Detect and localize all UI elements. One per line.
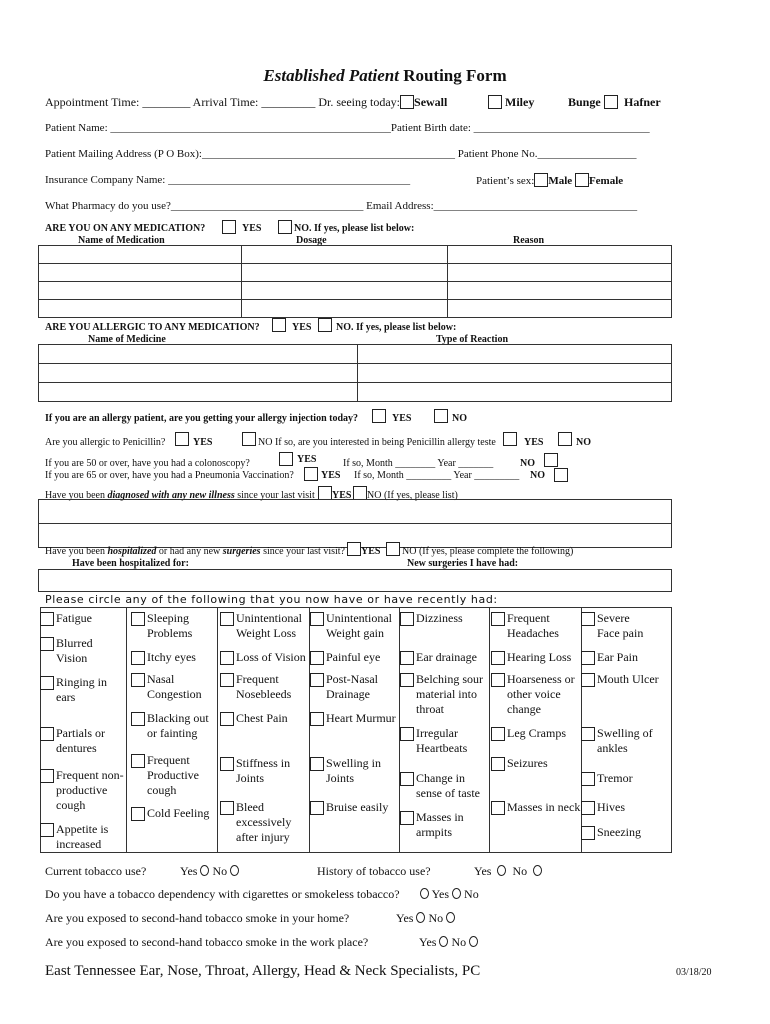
symptom-item[interactable] <box>507 726 566 741</box>
no-label: No <box>451 935 467 949</box>
symptom-checkbox[interactable] <box>131 651 145 665</box>
symptom-label: Heart Murmur <box>326 711 396 725</box>
allergic-question: ARE YOU ALLERGIC TO ANY MEDICATION? <box>45 322 260 333</box>
symptom-label: Chest Pain <box>236 711 288 725</box>
symptom-checkbox[interactable] <box>220 651 234 665</box>
penicillin-test-no-checkbox[interactable] <box>558 432 572 446</box>
penicillin-test-yes-label: YES <box>524 437 544 448</box>
symptom-checkbox[interactable] <box>491 651 505 665</box>
table-cell[interactable] <box>448 246 672 264</box>
symptom-label: Frequent Headaches <box>507 611 559 640</box>
symptom-checkbox[interactable] <box>581 826 595 840</box>
symptom-checkbox[interactable] <box>400 673 414 687</box>
tobacco-history-no-radio[interactable] <box>533 865 542 876</box>
symptom-checkbox[interactable] <box>581 727 595 741</box>
no-label: No <box>464 887 479 901</box>
symptom-label: Hearing Loss <box>507 650 572 664</box>
penicillin-test-yes-checkbox[interactable] <box>503 432 517 446</box>
tobacco-history-yes-radio[interactable] <box>497 865 506 876</box>
symptom-label: Fatigue <box>56 611 92 625</box>
symptom-label: Partials or dentures <box>56 726 105 755</box>
symptom-label: Ringing in ears <box>56 675 108 704</box>
illness-em: diagnosed with any new illness <box>107 490 235 501</box>
yes-label: Yes <box>474 864 492 878</box>
hospital-question <box>45 546 345 557</box>
symptom-checkbox[interactable] <box>491 801 505 815</box>
symptom-checkbox[interactable] <box>40 637 54 651</box>
table-cell[interactable] <box>358 383 672 402</box>
penicillin-test-no-label: NO <box>576 437 591 448</box>
tobacco-home-question: Are you exposed to second-hand tobacco smoke in your home? <box>45 911 350 925</box>
symptom-item[interactable] <box>326 800 388 815</box>
hospital-no-checkbox[interactable] <box>386 542 400 556</box>
symptom-checkbox[interactable] <box>40 612 54 626</box>
symptom-item[interactable] <box>147 711 209 741</box>
allergy-injection-no-label: NO <box>452 413 467 424</box>
doctor-miley-checkbox[interactable] <box>488 95 502 109</box>
symptom-item[interactable] <box>326 672 378 702</box>
symptom-checkbox[interactable] <box>491 673 505 687</box>
sex-male-checkbox[interactable] <box>534 173 548 187</box>
doctor-hafner <box>624 95 661 110</box>
penicillin-question: Are you allergic to Penicillin? <box>45 437 166 448</box>
symptom-item[interactable] <box>147 806 209 821</box>
tobacco-home-yes-radio[interactable] <box>416 912 425 923</box>
tobacco-current-yes-radio[interactable] <box>200 865 209 876</box>
symptom-checkbox[interactable] <box>220 712 234 726</box>
symptoms-heading: Please circle any of the following that you now have or have recently had: <box>45 593 498 606</box>
table-cell[interactable] <box>358 345 672 364</box>
medication-col-reason: Reason <box>513 235 545 246</box>
symptom-label: Appetite is increased <box>56 822 109 851</box>
colonoscopy-no-label: NO <box>520 458 535 469</box>
pharmacy-email-field[interactable]: What Pharmacy do you use?___________________________________ Email Address:_____________________________________ <box>45 200 638 212</box>
symptom-checkbox[interactable] <box>131 754 145 768</box>
table-cell[interactable] <box>39 500 672 524</box>
hospital-table <box>38 569 672 592</box>
allergic-no-label: NO. If yes, please list below: <box>336 322 457 333</box>
symptom-item[interactable] <box>597 650 638 665</box>
symptom-label: Itchy eyes <box>147 650 196 664</box>
doctor-sewall-checkbox[interactable] <box>400 95 414 109</box>
tobacco-work-no-radio[interactable] <box>469 936 478 947</box>
pneumonia-ifso[interactable]: If so, Month _________ Year _________ <box>354 470 520 481</box>
pneumonia-question: If you are 65 or over, have you had a Pneumonia Vaccination? <box>45 470 294 481</box>
symptom-checkbox[interactable] <box>40 769 54 783</box>
allergic-col-reaction: Type of Reaction <box>436 334 509 345</box>
tobacco-current-no-radio[interactable] <box>230 865 239 876</box>
symptom-checkbox[interactable] <box>581 801 595 815</box>
symptom-label: Hoarseness or other voice change <box>507 672 575 716</box>
title-rest: Routing Form <box>398 66 507 85</box>
symptom-checkbox[interactable] <box>581 612 595 626</box>
symptom-checkbox[interactable] <box>40 823 54 837</box>
symptom-checkbox[interactable] <box>220 757 234 771</box>
tobacco-current-question: Current tobacco use? <box>45 864 147 878</box>
table-cell[interactable] <box>358 364 672 383</box>
hospital-post: since your last visit? <box>260 546 345 557</box>
tobacco-dependency-options <box>420 887 479 902</box>
symptom-item[interactable] <box>597 825 641 840</box>
symptom-checkbox[interactable] <box>400 651 414 665</box>
symptom-item[interactable] <box>416 810 464 840</box>
symptom-label: Blurred Vision <box>56 636 93 665</box>
symptom-label: Bruise easily <box>326 800 389 814</box>
hospital-yes-checkbox[interactable] <box>347 542 361 556</box>
symptom-item[interactable] <box>236 672 291 702</box>
symptom-label: Painful eye <box>326 650 381 664</box>
colonoscopy-yes-checkbox[interactable] <box>279 452 293 466</box>
no-label: No <box>212 864 228 878</box>
symptom-label: Masses in armpits <box>416 810 464 839</box>
doctor-sewall-label: Sewall <box>414 95 448 109</box>
symptom-label: Frequent Productive cough <box>147 753 199 797</box>
title-italic: Established Patient <box>263 66 399 85</box>
symptom-checkbox[interactable] <box>220 673 234 687</box>
tobacco-current-options <box>180 864 239 879</box>
symptom-item[interactable] <box>236 650 306 665</box>
allergy-injection-no-checkbox[interactable] <box>434 409 448 423</box>
symptom-label: Loss of Vision <box>236 650 306 664</box>
symptom-label: Unintentional Weight Loss <box>236 611 302 640</box>
tobacco-dependency-no-radio[interactable] <box>452 888 461 899</box>
symptom-item[interactable] <box>236 756 290 786</box>
symptom-label: Seizures <box>507 756 548 770</box>
symptom-label: Sneezing <box>597 825 641 839</box>
hospital-yes-label: YES <box>361 546 381 557</box>
tobacco-dependency-yes-radio[interactable] <box>420 888 429 899</box>
tobacco-work-question: Are you exposed to second-hand tobacco smoke in the work place? <box>45 935 369 949</box>
hospital-em1: hospitalized <box>107 546 157 557</box>
symptom-item[interactable] <box>326 611 392 641</box>
symptom-checkbox[interactable] <box>131 612 145 626</box>
symptom-checkbox[interactable] <box>310 757 324 771</box>
sex-female-label: Female <box>588 175 624 187</box>
symptom-item[interactable] <box>416 771 480 801</box>
mailing-address-field[interactable]: Patient Mailing Address (P O Box):______________________________________________ Patient Phone No.__________________ <box>45 148 637 160</box>
sex-label: Patient’s sex: <box>476 175 535 187</box>
no-label: No <box>512 864 528 878</box>
symptom-item[interactable] <box>326 756 381 786</box>
medication-yes-label: YES <box>242 223 262 234</box>
symptom-label: Sleeping Problems <box>147 611 193 640</box>
medication-no-checkbox[interactable] <box>278 220 292 234</box>
allergic-col-medicine: Name of Medicine <box>88 334 166 345</box>
tobacco-home-no-radio[interactable] <box>446 912 455 923</box>
symptom-label: Severe Face pain <box>597 611 644 640</box>
allergic-yes-label: YES <box>292 322 312 333</box>
table-cell[interactable] <box>242 264 448 282</box>
symptom-item[interactable] <box>597 771 633 786</box>
symptom-checkbox[interactable] <box>581 651 595 665</box>
tobacco-history-question: History of tobacco use? <box>317 864 431 878</box>
table-cell[interactable] <box>39 345 358 364</box>
symptom-item[interactable] <box>147 611 192 641</box>
symptom-checkbox[interactable] <box>400 727 414 741</box>
allergic-yes-checkbox[interactable] <box>272 318 286 332</box>
symptom-label: Masses in neck <box>507 800 581 814</box>
symptom-label: Stiffness in Joints <box>236 756 291 785</box>
table-cell[interactable] <box>448 300 672 318</box>
symptom-item[interactable] <box>147 753 199 798</box>
allergy-table <box>38 344 672 402</box>
penicillin-no-checkbox[interactable] <box>242 432 256 446</box>
symptom-checkbox[interactable] <box>400 612 414 626</box>
symptom-label: Cold Feeling <box>147 806 210 820</box>
medication-yes-checkbox[interactable] <box>222 220 236 234</box>
colonoscopy-yes-label: YES <box>297 454 317 465</box>
footer-organization: East Tennessee Ear, Nose, Throat, Allergy, Head & Neck Specialists, PC <box>45 963 481 979</box>
appointment-row <box>45 95 447 110</box>
symptom-checkbox[interactable] <box>131 712 145 726</box>
symptom-checkbox[interactable] <box>310 801 324 815</box>
symptom-label: Change in sense of taste <box>416 771 480 800</box>
doctor-miley-label: Miley <box>505 95 535 109</box>
symptom-item[interactable] <box>56 675 107 705</box>
sex-male-label: Male <box>548 175 573 187</box>
colonoscopy-question: If you are 50 or over, have you had a colonoscopy? <box>45 458 250 469</box>
illness-yes-label: YES <box>332 490 352 501</box>
medication-question: ARE YOU ON ANY MEDICATION? <box>45 223 206 234</box>
illness-table <box>38 499 672 548</box>
symptom-label: Frequent non- productive cough <box>56 768 124 812</box>
table-cell[interactable] <box>39 300 242 318</box>
symptom-label: Bleed excessively after injury <box>236 800 292 844</box>
table-cell[interactable] <box>242 300 448 318</box>
symptom-label: Blacking out or fainting <box>147 711 209 740</box>
symptom-item[interactable] <box>236 711 288 726</box>
allergy-injection-yes-label: YES <box>392 413 412 424</box>
symptom-checkbox[interactable] <box>131 807 145 821</box>
doctor-hafner-label: Hafner <box>624 95 661 109</box>
yes-label: Yes <box>396 911 414 925</box>
appointment-label: Appointment Time: ________ Arrival Time: _________ Dr. seeing today: <box>45 95 401 109</box>
symptom-item[interactable] <box>507 756 548 771</box>
symptom-label: Belching sour material into throat <box>416 672 483 716</box>
symptom-checkbox[interactable] <box>400 772 414 786</box>
symptom-checkbox[interactable] <box>310 651 324 665</box>
symptom-label: Post-Nasal Drainage <box>326 672 378 701</box>
symptom-checkbox[interactable] <box>220 801 234 815</box>
yes-label: Yes <box>431 887 450 901</box>
allergy-injection-question: If you are an allergy patient, are you getting your allergy injection today? <box>45 413 359 424</box>
medication-table <box>38 245 672 318</box>
pneumonia-yes-label: YES <box>321 470 341 481</box>
symptom-checkbox[interactable] <box>220 612 234 626</box>
symptom-item[interactable] <box>147 672 202 702</box>
tobacco-history-options <box>474 864 542 879</box>
table-cell[interactable] <box>39 264 242 282</box>
sex-row <box>476 173 623 187</box>
symptom-label: Irregular Heartbeats <box>416 726 468 755</box>
symptom-item[interactable] <box>56 768 124 813</box>
tobacco-work-yes-radio[interactable] <box>439 936 448 947</box>
table-cell[interactable] <box>39 570 672 592</box>
symptom-label: Frequent Nosebleeds <box>236 672 292 701</box>
symptom-checkbox[interactable] <box>491 727 505 741</box>
allergic-no-checkbox[interactable] <box>318 318 332 332</box>
illness-no-label: NO (If yes, please list) <box>367 490 458 501</box>
symptom-item[interactable] <box>326 650 380 665</box>
doctor-miley <box>488 95 534 110</box>
penicillin-yes-label: YES <box>193 437 213 448</box>
hospital-em2: surgeries <box>222 546 261 557</box>
doctor-bunge <box>568 95 618 110</box>
symptom-checkbox[interactable] <box>310 612 324 626</box>
symptom-item[interactable] <box>416 672 483 717</box>
table-cell[interactable] <box>242 246 448 264</box>
table-cell[interactable] <box>39 282 242 300</box>
hospital-col-hospitalized: Have been hospitalized for: <box>72 558 189 569</box>
symptom-checkbox[interactable] <box>131 673 145 687</box>
symptom-item[interactable] <box>507 672 575 717</box>
form-title <box>0 66 770 86</box>
colonoscopy-ifso[interactable]: If so, Month ________ Year _______ <box>343 458 494 469</box>
pneumonia-no-checkbox[interactable] <box>554 468 568 482</box>
symptom-checkbox[interactable] <box>581 673 595 687</box>
medication-no-label: NO. If yes, please list below: <box>294 223 415 234</box>
symptom-label: Hives <box>597 800 625 814</box>
hospital-mid: or had any new <box>156 546 223 557</box>
colonoscopy-no-checkbox[interactable] <box>544 453 558 467</box>
symptom-item[interactable] <box>326 711 396 726</box>
penicillin-yes-checkbox[interactable] <box>175 432 189 446</box>
tobacco-dependency-question: Do you have a tobacco dependency with cigarettes or smokeless tobacco? <box>45 887 400 901</box>
illness-pre: Have you been <box>45 490 108 501</box>
hospital-col-surgeries: New surgeries I have had: <box>407 558 519 569</box>
symptom-item[interactable] <box>56 822 108 852</box>
allergy-injection-yes-checkbox[interactable] <box>372 409 386 423</box>
footer-date: 03/18/20 <box>676 967 712 978</box>
symptom-label: Ear drainage <box>416 650 477 664</box>
symptom-item[interactable] <box>147 650 196 665</box>
table-cell[interactable] <box>448 264 672 282</box>
hospital-no-label: NO (If yes, please complete the following) <box>402 546 574 557</box>
symptom-item[interactable] <box>597 800 625 815</box>
symptom-item[interactable] <box>416 650 477 665</box>
table-cell[interactable] <box>39 364 358 383</box>
symptom-item[interactable] <box>416 726 467 756</box>
yes-label: Yes <box>180 864 198 878</box>
symptom-item[interactable] <box>56 726 105 756</box>
symptom-label: Dizziness <box>416 611 463 625</box>
symptom-label: Ear Pain <box>597 650 638 664</box>
yes-label: Yes <box>419 935 437 949</box>
symptom-label: Unintentional Weight gain <box>326 611 392 640</box>
symptom-label: Leg Cramps <box>507 726 566 740</box>
symptom-checkbox[interactable] <box>40 727 54 741</box>
penicillin-no-text: NO If so, are you interested in being Penicillin allergy teste <box>258 437 496 448</box>
table-cell[interactable] <box>242 282 448 300</box>
symptom-checkbox[interactable] <box>400 811 414 825</box>
pneumonia-yes-checkbox[interactable] <box>304 467 318 481</box>
tobacco-work-options <box>419 935 478 950</box>
tobacco-home-options <box>396 911 455 926</box>
pneumonia-no-label: NO <box>530 470 545 481</box>
table-cell[interactable] <box>39 383 358 402</box>
symptom-checkbox[interactable] <box>310 712 324 726</box>
insurance-field[interactable]: Insurance Company Name: ____________________________________________ <box>45 174 411 186</box>
illness-post: since your last visit <box>234 490 315 501</box>
symptom-item[interactable] <box>597 726 653 756</box>
symptom-item[interactable] <box>507 650 571 665</box>
table-cell[interactable] <box>39 246 242 264</box>
table-cell[interactable] <box>448 282 672 300</box>
symptom-item[interactable] <box>236 800 291 845</box>
symptom-checkbox[interactable] <box>491 612 505 626</box>
hospital-pre: Have you been <box>45 546 108 557</box>
symptom-label: Swelling in Joints <box>326 756 382 785</box>
symptom-label: Mouth Ulcer <box>597 672 659 686</box>
symptom-label: Nasal Congestion <box>147 672 202 701</box>
medication-col-name: Name of Medication <box>78 235 165 246</box>
symptom-checkbox[interactable] <box>40 676 54 690</box>
symptom-label: Swelling of ankles <box>597 726 653 755</box>
symptom-label: Tremor <box>597 771 633 785</box>
illness-yes-checkbox[interactable] <box>318 486 332 500</box>
illness-no-checkbox[interactable] <box>353 486 367 500</box>
symptom-item[interactable] <box>236 611 302 641</box>
symptom-item[interactable] <box>56 636 93 666</box>
doctor-bunge-label: Bunge <box>568 95 601 109</box>
symptom-item[interactable] <box>507 800 580 815</box>
symptom-checkbox[interactable] <box>491 757 505 771</box>
symptom-item[interactable] <box>56 611 92 626</box>
symptom-checkbox[interactable] <box>310 673 324 687</box>
symptom-checkbox[interactable] <box>581 772 595 786</box>
doctor-bunge-checkbox[interactable] <box>604 95 618 109</box>
medication-col-dosage: Dosage <box>296 235 327 246</box>
sex-female-checkbox[interactable] <box>575 173 589 187</box>
symptom-item[interactable] <box>597 672 659 687</box>
symptom-item[interactable] <box>507 611 559 641</box>
patient-name-field[interactable]: Patient Name: ___________________________________________________Patient Birth date: ________________________________ <box>45 122 650 134</box>
no-label: No <box>428 911 444 925</box>
symptom-item[interactable] <box>416 611 463 626</box>
symptom-item[interactable] <box>597 611 643 641</box>
